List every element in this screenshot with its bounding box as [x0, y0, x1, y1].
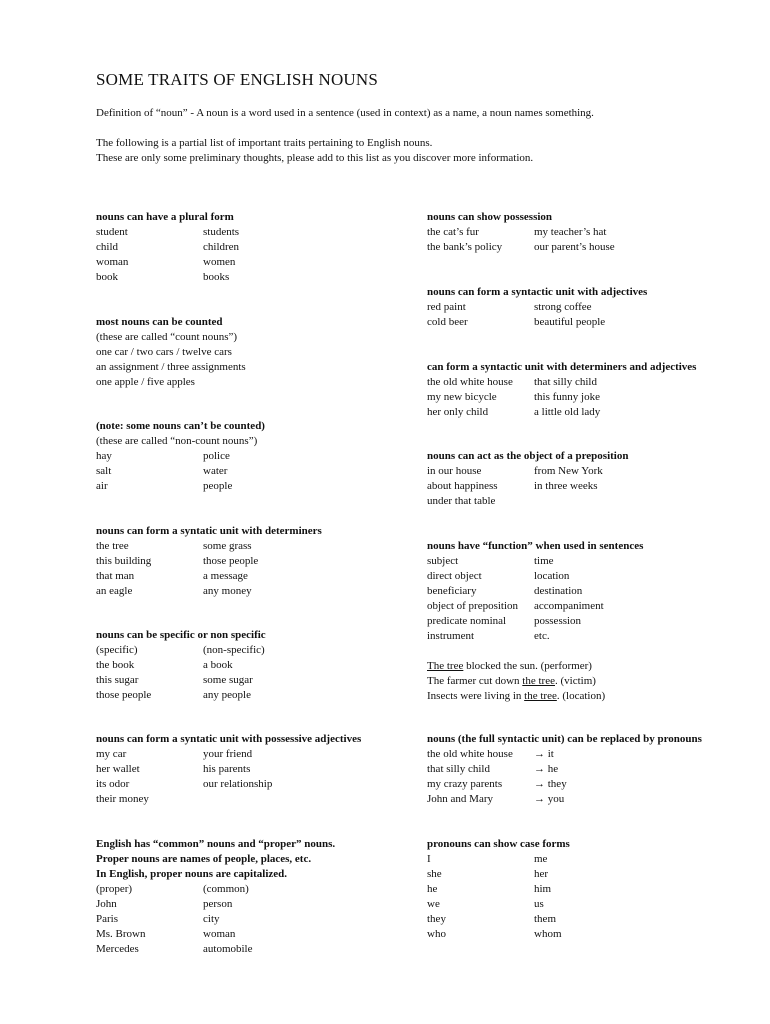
list-item: an eagle any money: [96, 585, 252, 597]
list-item: predicate nominal possession: [427, 615, 582, 627]
list-item: I me: [427, 853, 548, 865]
section-determiners: [96, 524, 416, 599]
list-item: an assignment / three assignments: [96, 361, 246, 373]
section-heading: nouns can be specific or non specific: [96, 629, 266, 641]
list-item: that silly child → he: [427, 763, 559, 775]
section-heading: nouns can act as the object of a preposition: [427, 450, 629, 462]
section-heading: English has “common” nouns and “proper” nouns.: [96, 838, 336, 850]
section-possessive-adjectives: [96, 732, 416, 807]
list-item: the book a book: [96, 659, 233, 671]
list-item: beneficiary destination: [427, 585, 583, 597]
list-item: that man a message: [96, 570, 248, 582]
list-item: (these are called “count nouns”): [96, 331, 238, 343]
section-heading: (note: some nouns can’t be counted): [96, 420, 265, 432]
list-item: those people any people: [96, 689, 251, 701]
list-item: my car your friend: [96, 748, 253, 760]
list-item: my new bicycle this funny joke: [427, 391, 600, 403]
section-heading: nouns can form a syntactic unit with adjectives: [427, 286, 648, 298]
list-item: we us: [427, 898, 544, 910]
list-item: direct object location: [427, 570, 570, 582]
list-item: woman women: [96, 256, 236, 268]
list-item: they them: [427, 913, 556, 925]
section-possession: [427, 210, 747, 255]
section-proper-nouns: [96, 837, 416, 957]
definition-text: Definition of “noun” - A noun is a word used in a sentence (used in context) as a name, a noun names something.: [96, 107, 594, 119]
list-item: John and Mary → you: [427, 793, 565, 805]
section-preposition: [427, 449, 747, 509]
intro-line-2: These are only some preliminary thoughts, please add to this list as you discover more information.: [96, 152, 534, 164]
section-plural: [96, 210, 416, 285]
list-item: one car / two cars / twelve cars: [96, 346, 232, 358]
section-function: [427, 539, 747, 704]
list-item: John person: [96, 898, 233, 910]
list-item: the tree some grass: [96, 540, 252, 552]
list-item: (proper) (common): [96, 883, 249, 895]
list-item: Paris city: [96, 913, 220, 925]
list-item: the old white house → it: [427, 748, 554, 760]
list-item: cold beer beautiful people: [427, 316, 606, 328]
list-item: instrument etc.: [427, 630, 550, 642]
section-counted: [96, 315, 416, 390]
section-heading: nouns can have a plural form: [96, 211, 234, 223]
list-item: (specific) (non-specific): [96, 644, 265, 656]
list-item: in our house from New York: [427, 465, 603, 477]
section-heading: Proper nouns are names of people, places, etc.: [96, 853, 312, 865]
list-item: object of preposition accompaniment: [427, 600, 604, 612]
section-heading: In English, proper nouns are capitalized.: [96, 868, 288, 880]
list-item: he him: [427, 883, 552, 895]
list-item: this building those people: [96, 555, 259, 567]
list-item: salt water: [96, 465, 228, 477]
example-sentence: Insects were living in the tree. (location): [427, 690, 606, 702]
section-determiners-adjectives: [427, 360, 747, 420]
list-item: hay police: [96, 450, 230, 462]
list-item: the bank’s policy our parent’s house: [427, 241, 615, 253]
list-item: their money: [96, 793, 149, 805]
section-pronoun-replacement: [427, 732, 747, 807]
section-heading: nouns can form a syntatic unit with possessive adjectives: [96, 733, 362, 745]
list-item: child children: [96, 241, 240, 253]
section-noncount: [96, 419, 416, 494]
section-specific: [96, 628, 416, 703]
list-item: the cat’s fur my teacher’s hat: [427, 226, 607, 238]
list-item: one apple / five apples: [96, 376, 195, 388]
section-heading: nouns have “function” when used in sentences: [427, 540, 644, 552]
section-heading: nouns can show possession: [427, 211, 553, 223]
section-adjectives: [427, 285, 747, 330]
section-heading: nouns can form a syntatic unit with determiners: [96, 525, 322, 537]
list-item: she her: [427, 868, 549, 880]
list-item: her only child a little old lady: [427, 406, 601, 418]
section-heading: pronouns can show case forms: [427, 838, 570, 850]
section-case-forms: [427, 837, 747, 942]
list-item: its odor our relationship: [96, 778, 273, 790]
list-item: this sugar some sugar: [96, 674, 253, 686]
section-heading: nouns (the full syntactic unit) can be replaced by pronouns: [427, 733, 702, 745]
list-item: student students: [96, 226, 240, 238]
list-item: who whom: [427, 928, 562, 940]
list-item: her wallet his parents: [96, 763, 251, 775]
list-item: red paint strong coffee: [427, 301, 592, 313]
list-item: my crazy parents → they: [427, 778, 567, 790]
section-heading: most nouns can be counted: [96, 316, 223, 328]
page-title: SOME TRAITS OF ENGLISH NOUNS: [96, 70, 379, 89]
section-heading: can form a syntactic unit with determiners and adjectives: [427, 361, 697, 373]
example-sentence: The farmer cut down the tree. (victim): [427, 675, 596, 687]
list-item: Mercedes automobile: [96, 943, 253, 955]
list-item: about happiness in three weeks: [427, 480, 598, 492]
list-item: air people: [96, 480, 233, 492]
list-item: book books: [96, 271, 230, 283]
list-item: subject time: [427, 555, 554, 567]
list-item: Ms. Brown woman: [96, 928, 236, 940]
list-item: (these are called “non-count nouns”): [96, 435, 258, 447]
example-sentence: The tree blocked the sun. (performer): [427, 660, 592, 672]
intro-line-1: The following is a partial list of important traits pertaining to English nouns.: [96, 137, 433, 149]
list-item: the old white house that silly child: [427, 376, 597, 388]
list-item: under that table: [427, 495, 496, 507]
